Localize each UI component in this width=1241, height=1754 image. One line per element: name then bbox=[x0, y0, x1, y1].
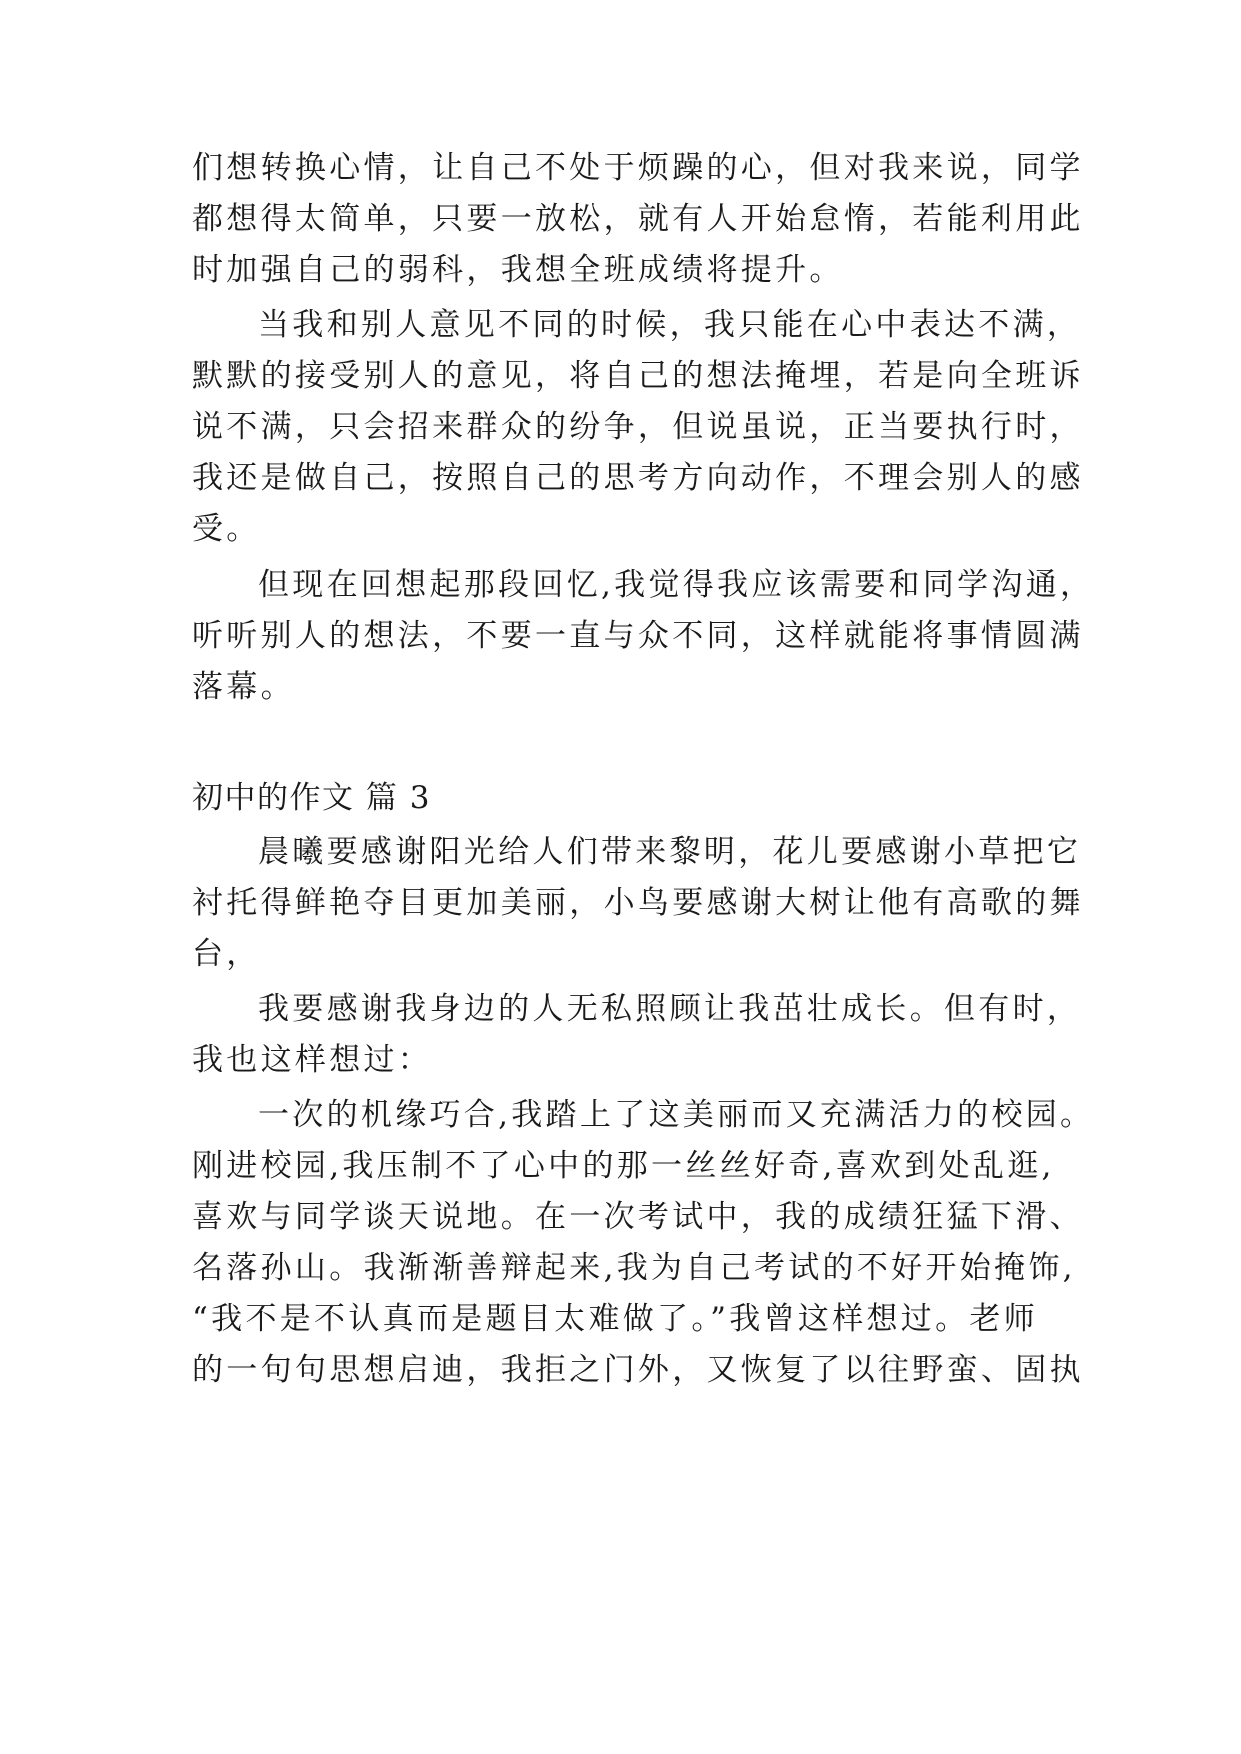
paragraph-line: 的一句句思想启迪，我拒之门外，又恢复了以往野蛮、固执 bbox=[192, 1352, 1084, 1388]
paragraph-line: 默默的接受别人的意见，将自己的想法掩埋，若是向全班诉 bbox=[192, 358, 1084, 394]
paragraph-line: 喜欢与同学谈天说地。在一次考试中，我的成绩狂猛下滑、 bbox=[192, 1199, 1084, 1235]
paragraph-line: “我不是不认真而是题目太难做了。”我曾这样想过。老师 bbox=[192, 1301, 1038, 1337]
paragraph-first-line: 但现在回想起那段回忆,我觉得我应该需要和同学沟通， bbox=[258, 567, 1095, 603]
paragraph-line: 我还是做自己，按照自己的思考方向动作，不理会别人的感 bbox=[192, 460, 1084, 496]
paragraph-line: 衬托得鲜艳夺目更加美丽，小鸟要感谢大树让他有高歌的舞 bbox=[192, 885, 1084, 921]
paragraph-line: 受。 bbox=[192, 511, 261, 547]
paragraph-line: 我也这样想过： bbox=[192, 1042, 433, 1078]
paragraph-first-line: 我要感谢我身边的人无私照顾让我茁壮成长。但有时， bbox=[258, 991, 1082, 1027]
paragraph-first-line: 当我和别人意见不同的时候，我只能在心中表达不满， bbox=[258, 307, 1082, 343]
paragraph-first-line: 一次的机缘巧合,我踏上了这美丽而又充满活力的校园。 bbox=[258, 1097, 1095, 1133]
paragraph-line: 刚进校园,我压制不了心中的那一丝丝好奇,喜欢到处乱逛, bbox=[192, 1148, 1055, 1184]
paragraph-line: 都想得太简单，只要一放松，就有人开始怠惰，若能利用此 bbox=[192, 201, 1084, 237]
paragraph-first-line: 晨曦要感谢阳光给人们带来黎明，花儿要感谢小草把它 bbox=[258, 834, 1082, 870]
paragraph-line: 说不满，只会招来群众的纷争，但说虽说，正当要执行时， bbox=[192, 409, 1084, 445]
paragraph-line: 听听别人的想法，不要一直与众不同，这样就能将事情圆满 bbox=[192, 618, 1084, 654]
paragraph-line: 台， bbox=[192, 936, 261, 972]
paragraph-line: 们想转换心情，让自己不处于烦躁的心，但对我来说，同学 bbox=[192, 150, 1084, 186]
paragraph-line: 名落孙山。我渐渐善辩起来,我为自己考试的不好开始掩饰, bbox=[192, 1250, 1076, 1286]
section-heading: 初中的作文 篇 3 bbox=[192, 780, 431, 816]
paragraph-line: 时加强自己的弱科，我想全班成绩将提升。 bbox=[192, 252, 844, 288]
paragraph-line: 落幕。 bbox=[192, 669, 295, 705]
